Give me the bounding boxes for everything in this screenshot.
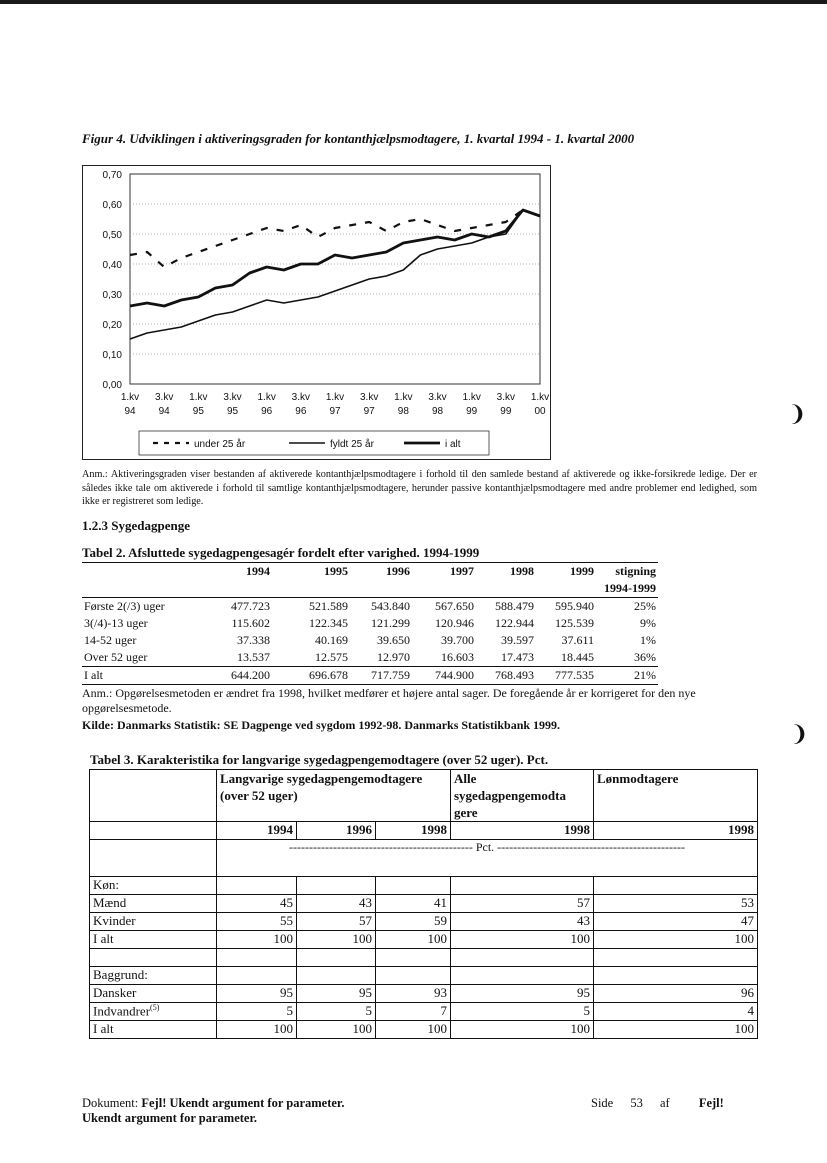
x-tick-label: 99 (500, 406, 512, 417)
chart-frame (83, 166, 551, 460)
x-tick-label: 95 (192, 406, 204, 417)
table3-cell: 100 (297, 1021, 376, 1039)
table2-cell: 39.700 (441, 633, 474, 647)
table3-row-label: Indvandrer$^{(5)}$ (90, 1003, 217, 1021)
table2-body (82, 598, 658, 685)
table2-cell: 39.597 (501, 633, 534, 647)
x-tick-label: 3.kv (359, 392, 379, 403)
table3-cell: 100 (594, 1021, 758, 1039)
table3-row (90, 1003, 758, 1021)
table2-cell: 477.723 (204, 598, 272, 616)
table3-section-row (90, 877, 758, 895)
table2-cell: 543.840 (350, 598, 412, 616)
table3-row (90, 931, 758, 949)
table3-cell: 100 (451, 1021, 594, 1039)
table3-cell: 100 (217, 1021, 297, 1039)
table2-row-label: Over 52 uger (84, 650, 148, 664)
x-tick-label: 3.kv (154, 392, 174, 403)
table2-cell: 17.473 (501, 650, 534, 664)
table2-cell: 696.678 (272, 667, 350, 685)
y-tick-label: 0,40 (102, 260, 122, 271)
section-heading: 1.2.3 Sygedagpenge (82, 518, 190, 533)
table2-header-row (82, 563, 658, 581)
table2-cell: 12.575 (315, 650, 348, 664)
table3-cell: 57 (451, 895, 594, 913)
table3-year: 1998 (451, 822, 594, 840)
table3-cell: 5 (297, 1003, 376, 1021)
table3-cell: 45 (217, 895, 297, 913)
scan-top-border (0, 0, 827, 4)
table2-row (82, 632, 658, 649)
table2-row-label: I alt (82, 667, 204, 685)
series-line (130, 210, 540, 267)
x-tick-label: 95 (226, 406, 239, 417)
table3-row-label: Kvinder (90, 913, 217, 931)
table2-cell: 36% (634, 650, 656, 664)
x-tick-label: 1.kv (257, 392, 276, 403)
x-tick-label: 94 (158, 406, 170, 417)
table3 (89, 769, 758, 1039)
table2-header-change: stigning (596, 563, 658, 581)
table2-cell: 122.345 (309, 616, 348, 630)
x-tick-label: 98 (397, 406, 409, 417)
table2-cell: 39.650 (377, 633, 410, 647)
y-tick-label: 0,00 (102, 380, 122, 391)
table2-row (82, 615, 658, 632)
x-tick-label: 1.kv (189, 392, 208, 403)
table2-cell: 21% (596, 667, 658, 685)
table2-cell: 744.900 (412, 667, 476, 685)
table3-cell: 100 (217, 931, 297, 949)
y-tick-label: 0,60 (102, 200, 122, 211)
page-total: Fejl! (698, 1096, 724, 1110)
table2-header-blank (82, 563, 204, 581)
table2-cell: 595.940 (536, 598, 596, 616)
table3-row-label: I alt (90, 1021, 217, 1039)
table3-row (90, 913, 758, 931)
y-tick-label: 0,10 (102, 350, 122, 361)
table3-row-label: Mænd (90, 895, 217, 913)
table2-cell: 13.537 (237, 650, 270, 664)
x-tick-label: 3.kv (428, 392, 447, 403)
table2-row (82, 667, 658, 685)
line-chart (82, 165, 552, 466)
table2-cell: 717.759 (350, 667, 412, 685)
table3-cell: 95 (217, 985, 297, 1003)
chart-svg (82, 165, 552, 461)
table3-section-label: Baggrund: (90, 967, 217, 985)
x-tick-label: 97 (363, 406, 375, 417)
table2-cell: 777.535 (536, 667, 596, 685)
table3-cell: 95 (451, 985, 594, 1003)
table3-cell: 96 (594, 985, 758, 1003)
footer (82, 1096, 344, 1126)
table3-cell: 4 (594, 1003, 758, 1021)
footer-doc-label: Dokument: (82, 1096, 139, 1110)
table2-cell: 768.493 (476, 667, 536, 685)
table2-cell: 25% (596, 598, 658, 616)
y-tick-label: 0,30 (102, 290, 122, 301)
table2-row (82, 649, 658, 667)
table3-group-alle: Alle sygedagpengemodta gere (451, 770, 594, 822)
table2-title: Tabel 2. Afsluttede sygedagpengesagér fordelt efter varighed. 1994-1999 (82, 545, 480, 560)
table2-row-label: 3(/4)-13 uger (84, 616, 148, 630)
table3-body (90, 770, 758, 1039)
table2-cell: 644.200 (204, 667, 272, 685)
table2-cell: 115.602 (231, 616, 270, 630)
figure-note: Anm.: Aktiveringsgraden viser bestanden af aktiverede kontanthjælpsmodtagere i forhold til den samlede bestand af aktiverede og ikke-forsikrede ledige. Der er således ikke tale om aktiverede i forhold til samtlige kontanthjælpsmodtagere, herunder passive kontanthjælpsmodtagere med andre problemer end ledighed, som ikke er registreret som ledige. (82, 469, 757, 507)
table2-cell: 9% (640, 616, 656, 630)
table3-cell: 100 (376, 1021, 451, 1039)
footer-error-1: Fejl! Ukendt argument for parameter. (141, 1096, 345, 1110)
table2-cell: 37.611 (561, 633, 594, 647)
footer-error-2: Ukendt argument for parameter. (82, 1111, 257, 1125)
table3-unit-row (90, 840, 758, 877)
table2-header-change-period: 1994-1999 (604, 581, 656, 595)
table2-cell: 120.946 (435, 616, 474, 630)
legend-label: fyldt 25 år (330, 439, 374, 450)
table2-cell: 125.539 (555, 616, 594, 630)
table2-cell: 18.445 (561, 650, 594, 664)
legend-label: under 25 år (194, 439, 246, 450)
table3-cell: 53 (594, 895, 758, 913)
table3-year-row (90, 822, 758, 840)
x-tick-label: 96 (295, 406, 307, 417)
table2-source: Kilde: Danmarks Statistik: SE Dagpenge ved sygdom 1992-98. Danmarks Statistikbank 1999. (82, 718, 561, 732)
table2-cell: 16.603 (441, 650, 474, 664)
table3-row-label: Dansker (90, 985, 217, 1003)
table3-corner (90, 770, 217, 822)
plot-area (130, 174, 540, 384)
footnote-mark: (5) (150, 1003, 160, 1012)
page-label: Side (591, 1096, 614, 1110)
x-tick-label: 98 (431, 406, 444, 417)
table3-cell: 100 (594, 931, 758, 949)
x-tick-label: 96 (261, 406, 273, 417)
table3-cell: 100 (376, 931, 451, 949)
table2-note: Anm.: Opgørelsesmetoden er ændret fra 1998, hvilket medfører et højere antal sager. De foregående år er korrigeret for den nye opgørelsesmetode. (82, 686, 696, 715)
table3-row (90, 1021, 758, 1039)
table2-cell: 37.338 (237, 633, 270, 647)
y-tick-label: 0,70 (102, 170, 122, 181)
page-number (591, 1096, 724, 1111)
scan-mark-icon: ❩ (790, 722, 809, 747)
page-current: 53 (630, 1096, 643, 1110)
table3-year: 1998 (594, 822, 758, 840)
table2-cell: 40.169 (315, 633, 348, 647)
table3-group-lonmodtagere: Lønmodtagere (594, 770, 758, 822)
x-tick-label: 3.kv (496, 392, 516, 403)
table3-row (90, 985, 758, 1003)
table2 (82, 562, 658, 685)
x-tick-label: 3.kv (223, 392, 242, 403)
scan-mark-icon: ❩ (788, 402, 807, 427)
table3-row-label: I alt (90, 931, 217, 949)
table3-unit: ---------------------------------------------- Pct. ----------------------------------------------- (217, 840, 758, 877)
table2-cell: 121.299 (371, 616, 410, 630)
table2-header-year: 1995 (272, 563, 350, 581)
x-tick-label: 94 (124, 406, 136, 417)
x-tick-label: 1.kv (530, 392, 550, 403)
table2-cell: 521.589 (272, 598, 350, 616)
table3-cell: 47 (594, 913, 758, 931)
x-tick-label: 1.kv (394, 392, 413, 403)
table3-section-row (90, 967, 758, 985)
table2-cell: 567.650 (412, 598, 476, 616)
table3-group-langvarige: Langvarige sygedagpengemodtagere (over 52 uger) (217, 770, 451, 822)
table3-year: 1998 (376, 822, 451, 840)
table3-title: Tabel 3. Karakteristika for langvarige sygedagpengemodtagere (over 52 uger). Pct. (90, 752, 549, 767)
x-tick-label: 1.kv (462, 392, 481, 403)
table3-cell: 59 (376, 913, 451, 931)
table3-group-row (90, 770, 758, 822)
y-tick-label: 0,20 (102, 320, 122, 331)
table3-cell: 93 (376, 985, 451, 1003)
figure-title: Figur 4. Udviklingen i aktiveringsgraden for kontanthjælpsmodtagere, 1. kvartal 1994 - 1. kvartal 2000 (82, 131, 635, 146)
table3-year: 1994 (217, 822, 297, 840)
table3-year: 1996 (297, 822, 376, 840)
table2-header-row-2 (82, 580, 658, 598)
x-tick-label: 00 (534, 406, 546, 417)
x-tick-label: 3.kv (291, 392, 311, 403)
table2-header-year: 1999 (536, 563, 596, 581)
table2-cell: 1% (640, 633, 656, 647)
table3-cell: 57 (297, 913, 376, 931)
x-tick-label: 97 (329, 406, 341, 417)
legend-label: i alt (445, 439, 461, 450)
table3-cell: 7 (376, 1003, 451, 1021)
table3-cell: 43 (297, 895, 376, 913)
series-line (130, 210, 540, 339)
page-of-label: af (659, 1096, 670, 1110)
table3-cell: 100 (451, 931, 594, 949)
table2-header-year: 1996 (350, 563, 412, 581)
table3-cell: 43 (451, 913, 594, 931)
table3-row (90, 895, 758, 913)
table2-cell: 122.944 (495, 616, 534, 630)
table2-row-label: 14-52 uger (84, 633, 137, 647)
table3-section-label: Køn: (90, 877, 217, 895)
table2-row-label: Første 2(/3) uger (82, 598, 204, 616)
table3-cell: 5 (451, 1003, 594, 1021)
table3-spacer-row (90, 949, 758, 967)
table2-header-year: 1997 (412, 563, 476, 581)
table3-cell: 41 (376, 895, 451, 913)
table3-cell: 95 (297, 985, 376, 1003)
table3-cell: 55 (217, 913, 297, 931)
table2-cell: 12.970 (377, 650, 410, 664)
table3-cell: 100 (297, 931, 376, 949)
x-tick-label: 1.kv (120, 392, 140, 403)
table3-cell: 5 (217, 1003, 297, 1021)
table2-header-year: 1998 (476, 563, 536, 581)
table2-cell: 588.479 (476, 598, 536, 616)
table2-row (82, 598, 658, 616)
table2-header-year: 1994 (204, 563, 272, 581)
y-tick-label: 0,50 (102, 230, 122, 241)
x-tick-label: 99 (466, 406, 478, 417)
x-tick-label: 1.kv (325, 392, 345, 403)
